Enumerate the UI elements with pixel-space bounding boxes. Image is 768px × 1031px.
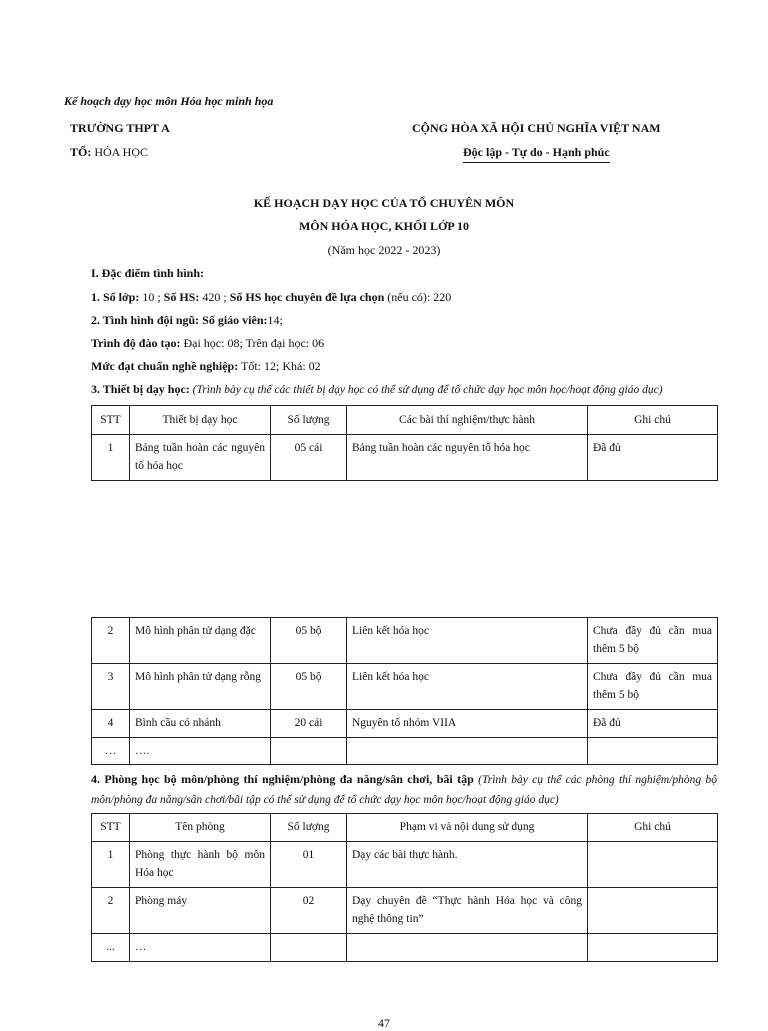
table-cell: Liên kết hóa học bbox=[347, 664, 588, 710]
table-cell: 05 bộ bbox=[271, 664, 347, 710]
table-cell: … bbox=[130, 934, 271, 962]
table-cell: Liên kết hóa học bbox=[347, 618, 588, 664]
table-cell bbox=[347, 934, 588, 962]
table-cell: Bình cầu có nhánh bbox=[130, 710, 271, 738]
table-row bbox=[92, 618, 718, 664]
standard-line bbox=[91, 359, 321, 374]
table-cell: 2 bbox=[92, 888, 130, 934]
table-cell: Đã đủ bbox=[588, 710, 718, 738]
table-cell: 05 cái bbox=[271, 435, 347, 481]
table-cell: Chưa đầy đủ cần mua thêm 5 bộ bbox=[588, 618, 718, 664]
staff-value: 14; bbox=[267, 313, 283, 327]
table-cell: 3 bbox=[92, 664, 130, 710]
table-row bbox=[92, 664, 718, 710]
class-count-label: 1. Số lớp: bbox=[91, 290, 140, 304]
student-count-label: Số HS: bbox=[163, 290, 200, 304]
rooms-heading bbox=[91, 770, 717, 810]
table-cell: … bbox=[92, 738, 130, 765]
table-cell: Dạy chuyên đề “Thực hành Hóa học và công nghệ thông tin” bbox=[347, 888, 588, 934]
table-cell: Bảng tuần hoàn các nguyên tố hóa học bbox=[347, 435, 588, 481]
table-cell: Chưa đầy đủ cần mua thêm 5 bộ bbox=[588, 664, 718, 710]
page-number: 47 bbox=[378, 1016, 390, 1030]
table-cell: 05 bộ bbox=[271, 618, 347, 664]
rooms-heading-note: (Trình bày cụ thể các phòng thí nghiệm/phòng bộ môn/phòng đa năng/sân chơi/bãi tập có thể sử dụng để tổ chức dạy học môn học/hoạt động giáo dục) bbox=[91, 774, 717, 806]
col-header: Số lượng bbox=[271, 406, 347, 435]
table-row bbox=[92, 888, 718, 934]
table-row bbox=[92, 842, 718, 888]
standard-label: Mức đạt chuẩn nghề nghiệp: bbox=[91, 359, 239, 373]
plan-subtitle: MÔN HÓA HỌC, KHỐI LỚP 10 bbox=[298, 219, 469, 233]
education-value: Đại học: 08; Trên đại học: 06 bbox=[180, 336, 325, 350]
table-cell bbox=[588, 888, 718, 934]
department bbox=[70, 145, 148, 160]
table-cell: 2 bbox=[92, 618, 130, 664]
class-count-value: 10 ; bbox=[139, 290, 164, 304]
table-header-row bbox=[92, 814, 718, 842]
table-cell: 1 bbox=[92, 842, 130, 888]
school-year: (Năm học 2022 - 2023) bbox=[327, 243, 441, 257]
col-header: STT bbox=[92, 406, 130, 435]
table-cell: ... bbox=[92, 934, 130, 962]
table-cell bbox=[347, 738, 588, 765]
table-cell bbox=[271, 934, 347, 962]
equipment-heading bbox=[91, 382, 663, 397]
table-cell: 1 bbox=[92, 435, 130, 481]
col-header: STT bbox=[92, 814, 130, 842]
education-line bbox=[91, 336, 324, 351]
table-cell: 4 bbox=[92, 710, 130, 738]
staff-label: 2. Tình hình đội ngũ: Số giáo viên: bbox=[91, 313, 268, 327]
table-cell: 20 cái bbox=[271, 710, 347, 738]
standard-value: Tốt: 12; Khá: 02 bbox=[238, 359, 321, 373]
equipment-heading-label: 3. Thiết bị dạy học: bbox=[91, 382, 190, 396]
elective-note: (nếu có): bbox=[384, 290, 434, 304]
room-table bbox=[91, 813, 718, 962]
equipment-table-part2 bbox=[91, 617, 718, 765]
equipment-table-part1 bbox=[91, 405, 718, 481]
table-cell bbox=[588, 738, 718, 765]
staff-line bbox=[91, 313, 283, 328]
table-cell: Mô hình phân tử dạng đặc bbox=[130, 618, 271, 664]
col-header: Phạm vi và nội dung sử dụng bbox=[347, 814, 588, 842]
table-cell: Phòng thực hành bộ môn Hóa học bbox=[130, 842, 271, 888]
table-cell: Phòng máy bbox=[130, 888, 271, 934]
table-cell: Đã đủ bbox=[588, 435, 718, 481]
department-label: TỔ: bbox=[70, 145, 92, 159]
col-header: Tên phòng bbox=[130, 814, 271, 842]
doc-note: Kế hoạch dạy học môn Hóa học minh họa bbox=[64, 94, 274, 108]
table-cell: 02 bbox=[271, 888, 347, 934]
department-value: HÓA HỌC bbox=[94, 145, 149, 159]
nation-title: CỘNG HÒA XÃ HỘI CHỦ NGHĨA VIỆT NAM bbox=[412, 121, 661, 135]
rooms-heading-label: 4. Phòng học bộ môn/phòng thí nghiệm/phòng đa năng/sân chơi, bãi tập bbox=[91, 772, 474, 786]
col-header: Thiết bị dạy học bbox=[130, 406, 271, 435]
table-cell: Mô hình phân tử dạng rỗng bbox=[130, 664, 271, 710]
col-header: Các bài thí nghiệm/thực hành bbox=[347, 406, 588, 435]
table-header-row bbox=[92, 406, 718, 435]
col-header: Số lượng bbox=[271, 814, 347, 842]
nation-motto: Độc lập - Tự do - Hạnh phúc bbox=[463, 145, 610, 163]
table-row bbox=[92, 934, 718, 962]
class-info-line bbox=[91, 290, 451, 305]
section-heading: I. Đặc điểm tình hình: bbox=[91, 266, 205, 280]
elective-label: Số HS học chuyên đề lựa chọn bbox=[229, 290, 385, 304]
table-cell: Dạy các bài thực hành. bbox=[347, 842, 588, 888]
table-cell bbox=[271, 738, 347, 765]
table-cell: 01 bbox=[271, 842, 347, 888]
student-count-value: 420 ; bbox=[199, 290, 230, 304]
col-header: Ghi chú bbox=[588, 406, 718, 435]
education-label: Trình độ đào tạo: bbox=[91, 336, 181, 350]
plan-title: KẾ HOẠCH DẠY HỌC CỦA TỔ CHUYÊN MÔN bbox=[253, 196, 515, 210]
school-name: TRƯỜNG THPT A bbox=[70, 121, 170, 135]
table-cell bbox=[588, 934, 718, 962]
table-row bbox=[92, 738, 718, 765]
elective-value: 220 bbox=[433, 290, 452, 304]
table-cell bbox=[588, 842, 718, 888]
table-row bbox=[92, 435, 718, 481]
table-cell: Nguyên tố nhóm VIIA bbox=[347, 710, 588, 738]
table-row bbox=[92, 710, 718, 738]
table-cell: Bảng tuần hoàn các nguyên tố hóa học bbox=[130, 435, 271, 481]
table-cell: …. bbox=[130, 738, 271, 765]
col-header: Ghi chú bbox=[588, 814, 718, 842]
equipment-heading-note: (Trình bày cụ thể các thiết bị dạy học có thể sử dụng để tổ chức dạy học môn học/hoạt động giáo dục) bbox=[189, 384, 663, 396]
